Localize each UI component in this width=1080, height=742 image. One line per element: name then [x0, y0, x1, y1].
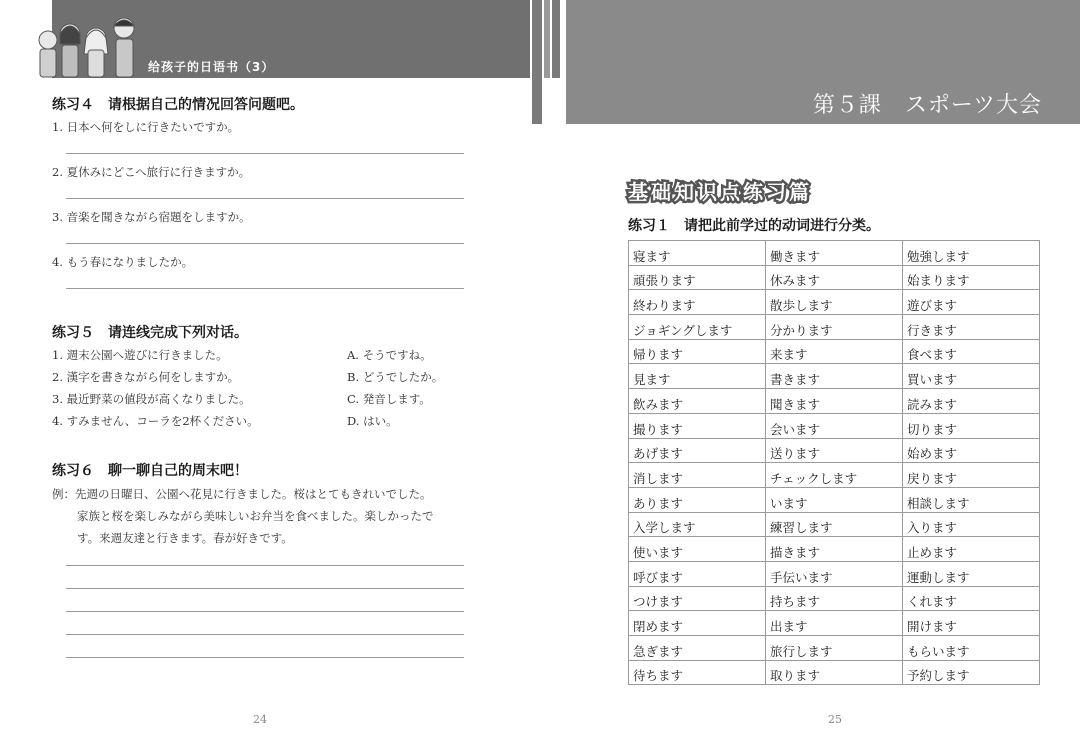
verb-cell: 来ます: [766, 339, 903, 364]
verb-cell: 手伝います: [766, 561, 903, 586]
verb-cell: 入ります: [903, 512, 1040, 537]
verb-cell: 買います: [903, 364, 1040, 389]
lesson-title: 第５課 スポーツ大会: [812, 93, 1042, 118]
table-row: [629, 561, 1040, 586]
verb-cell: 書きます: [766, 364, 903, 389]
verb-cell: 働きます: [766, 241, 903, 266]
table-row: [629, 339, 1040, 364]
table-row: [629, 463, 1040, 488]
section-banner: 基础知识点练习篇: [628, 180, 812, 204]
exercise4-question: 2. 夏休みにどこへ旅行に行きますか。: [52, 165, 251, 179]
answer-line[interactable]: [66, 611, 464, 612]
verb-cell: 戻ります: [903, 463, 1040, 488]
verb-cell: 分かります: [766, 315, 903, 340]
exercise4-question: 1. 日本へ何をしに行きたいですか。: [52, 120, 240, 134]
verb-cell: 使います: [629, 537, 766, 562]
verb-cell: 始めます: [903, 438, 1040, 463]
verb-cell: 行きます: [903, 315, 1040, 340]
verb-cell: 会います: [766, 413, 903, 438]
exercise5-right-item[interactable]: B. どうでしたか。: [347, 370, 444, 384]
table-row: [629, 636, 1040, 661]
exercise6-example-line: す。来週友達と行きます。春が好きです。: [77, 531, 293, 545]
table-row: [629, 611, 1040, 636]
verb-cell: 休みます: [766, 265, 903, 290]
exercise5-right-item[interactable]: C. 発音します。: [347, 392, 431, 406]
answer-line[interactable]: [66, 243, 464, 244]
verb-cell: 閉めます: [629, 611, 766, 636]
verb-cell: 頑張ります: [629, 265, 766, 290]
table-row: [629, 586, 1040, 611]
table-row: [629, 512, 1040, 537]
verb-cell: 見ます: [629, 364, 766, 389]
answer-line[interactable]: [66, 588, 464, 589]
verb-cell: 寝ます: [629, 241, 766, 266]
exercise5-right-item[interactable]: A. そうですね。: [347, 348, 432, 362]
exercise6-title: 练习６ 聊一聊自己的周末吧！: [52, 463, 248, 479]
spine-bar: [532, 0, 542, 124]
verb-cell: あります: [629, 487, 766, 512]
page-number: 25: [828, 713, 842, 726]
verb-cell: 呼びます: [629, 561, 766, 586]
verb-cell: つけます: [629, 586, 766, 611]
table-row: [629, 438, 1040, 463]
table-row: [629, 364, 1040, 389]
verb-cell: 散歩します: [766, 290, 903, 315]
verb-cell: 入学します: [629, 512, 766, 537]
verb-cell: 食べます: [903, 339, 1040, 364]
verb-cell: 飲みます: [629, 389, 766, 414]
table-row: [629, 315, 1040, 340]
verb-cell: 練習します: [766, 512, 903, 537]
children-illustration-icon: [34, 14, 144, 86]
verb-cell: あげます: [629, 438, 766, 463]
exercise5-left-item[interactable]: 3. 最近野菜の値段が高くなりました。: [52, 392, 251, 406]
verb-cell: 相談します: [903, 487, 1040, 512]
exercise1-title: 练习１ 请把此前学过的动词进行分类。: [628, 218, 880, 234]
table-row: [629, 241, 1040, 266]
exercise4-title: 练习４ 请根据自己的情况回答问题吧。: [52, 97, 304, 113]
verb-cell: くれます: [903, 586, 1040, 611]
verb-cell: 旅行します: [766, 636, 903, 661]
verb-cell: 出ます: [766, 611, 903, 636]
verb-cell: 持ちます: [766, 586, 903, 611]
exercise5-title: 练习５ 请连线完成下列对话。: [52, 325, 248, 341]
exercise4-question: 3. 音楽を聞きながら宿題をしますか。: [52, 210, 251, 224]
answer-line[interactable]: [66, 634, 464, 635]
answer-line[interactable]: [66, 657, 464, 658]
exercise6-example-line: 例：先週の日曜日、公園へ花見に行きました。桜はとてもきれいでした。: [52, 487, 432, 501]
verb-cell: 送ります: [766, 438, 903, 463]
table-row: [629, 660, 1040, 685]
verb-cell: ジョギングします: [629, 315, 766, 340]
verb-cell: もらいます: [903, 636, 1040, 661]
exercise6-example-line: 家族と桜を楽しみながら美味しいお弁当を食べました。楽しかったで: [77, 509, 434, 523]
verb-cell: 急ぎます: [629, 636, 766, 661]
table-row: [629, 389, 1040, 414]
table-row: [629, 265, 1040, 290]
spine-bar: [552, 0, 560, 78]
table-row: [629, 487, 1040, 512]
verb-cell: 撮ります: [629, 413, 766, 438]
answer-line[interactable]: [66, 153, 464, 154]
verb-cell: 聞きます: [766, 389, 903, 414]
answer-line[interactable]: [66, 288, 464, 289]
answer-line[interactable]: [66, 565, 464, 566]
verb-cell: 消します: [629, 463, 766, 488]
verb-cell: 切ります: [903, 413, 1040, 438]
verb-cell: 止めます: [903, 537, 1040, 562]
verb-cell: 帰ります: [629, 339, 766, 364]
verb-cell: チェックします: [766, 463, 903, 488]
verb-cell: 待ちます: [629, 660, 766, 685]
exercise4-question: 4. もう春になりましたか。: [52, 255, 194, 269]
verb-cell: 遊びます: [903, 290, 1040, 315]
exercise5-right-item[interactable]: D. はい。: [347, 414, 398, 428]
table-row: [629, 413, 1040, 438]
exercise5-left-item[interactable]: 2. 漢字を書きながら何をしますか。: [52, 370, 240, 384]
spine-bar: [544, 0, 550, 78]
page-number: 24: [253, 713, 267, 726]
verb-cell: 取ります: [766, 660, 903, 685]
table-row: [629, 537, 1040, 562]
book-title: 给孩子的日语书（3）: [148, 60, 275, 74]
verb-cell: 描きます: [766, 537, 903, 562]
verb-cell: います: [766, 487, 903, 512]
verb-table: [628, 240, 1040, 685]
answer-line[interactable]: [66, 198, 464, 199]
verb-cell: 勉強します: [903, 241, 1040, 266]
exercise5-left-item[interactable]: 4. すみません、コーラを2杯ください。: [52, 414, 259, 428]
verb-cell: 終わります: [629, 290, 766, 315]
exercise5-left-item[interactable]: 1. 週末公園へ遊びに行きました。: [52, 348, 228, 362]
verb-cell: 運動します: [903, 561, 1040, 586]
verb-cell: 開けます: [903, 611, 1040, 636]
table-row: [629, 290, 1040, 315]
verb-cell: 始まります: [903, 265, 1040, 290]
verb-cell: 予約します: [903, 660, 1040, 685]
verb-cell: 読みます: [903, 389, 1040, 414]
